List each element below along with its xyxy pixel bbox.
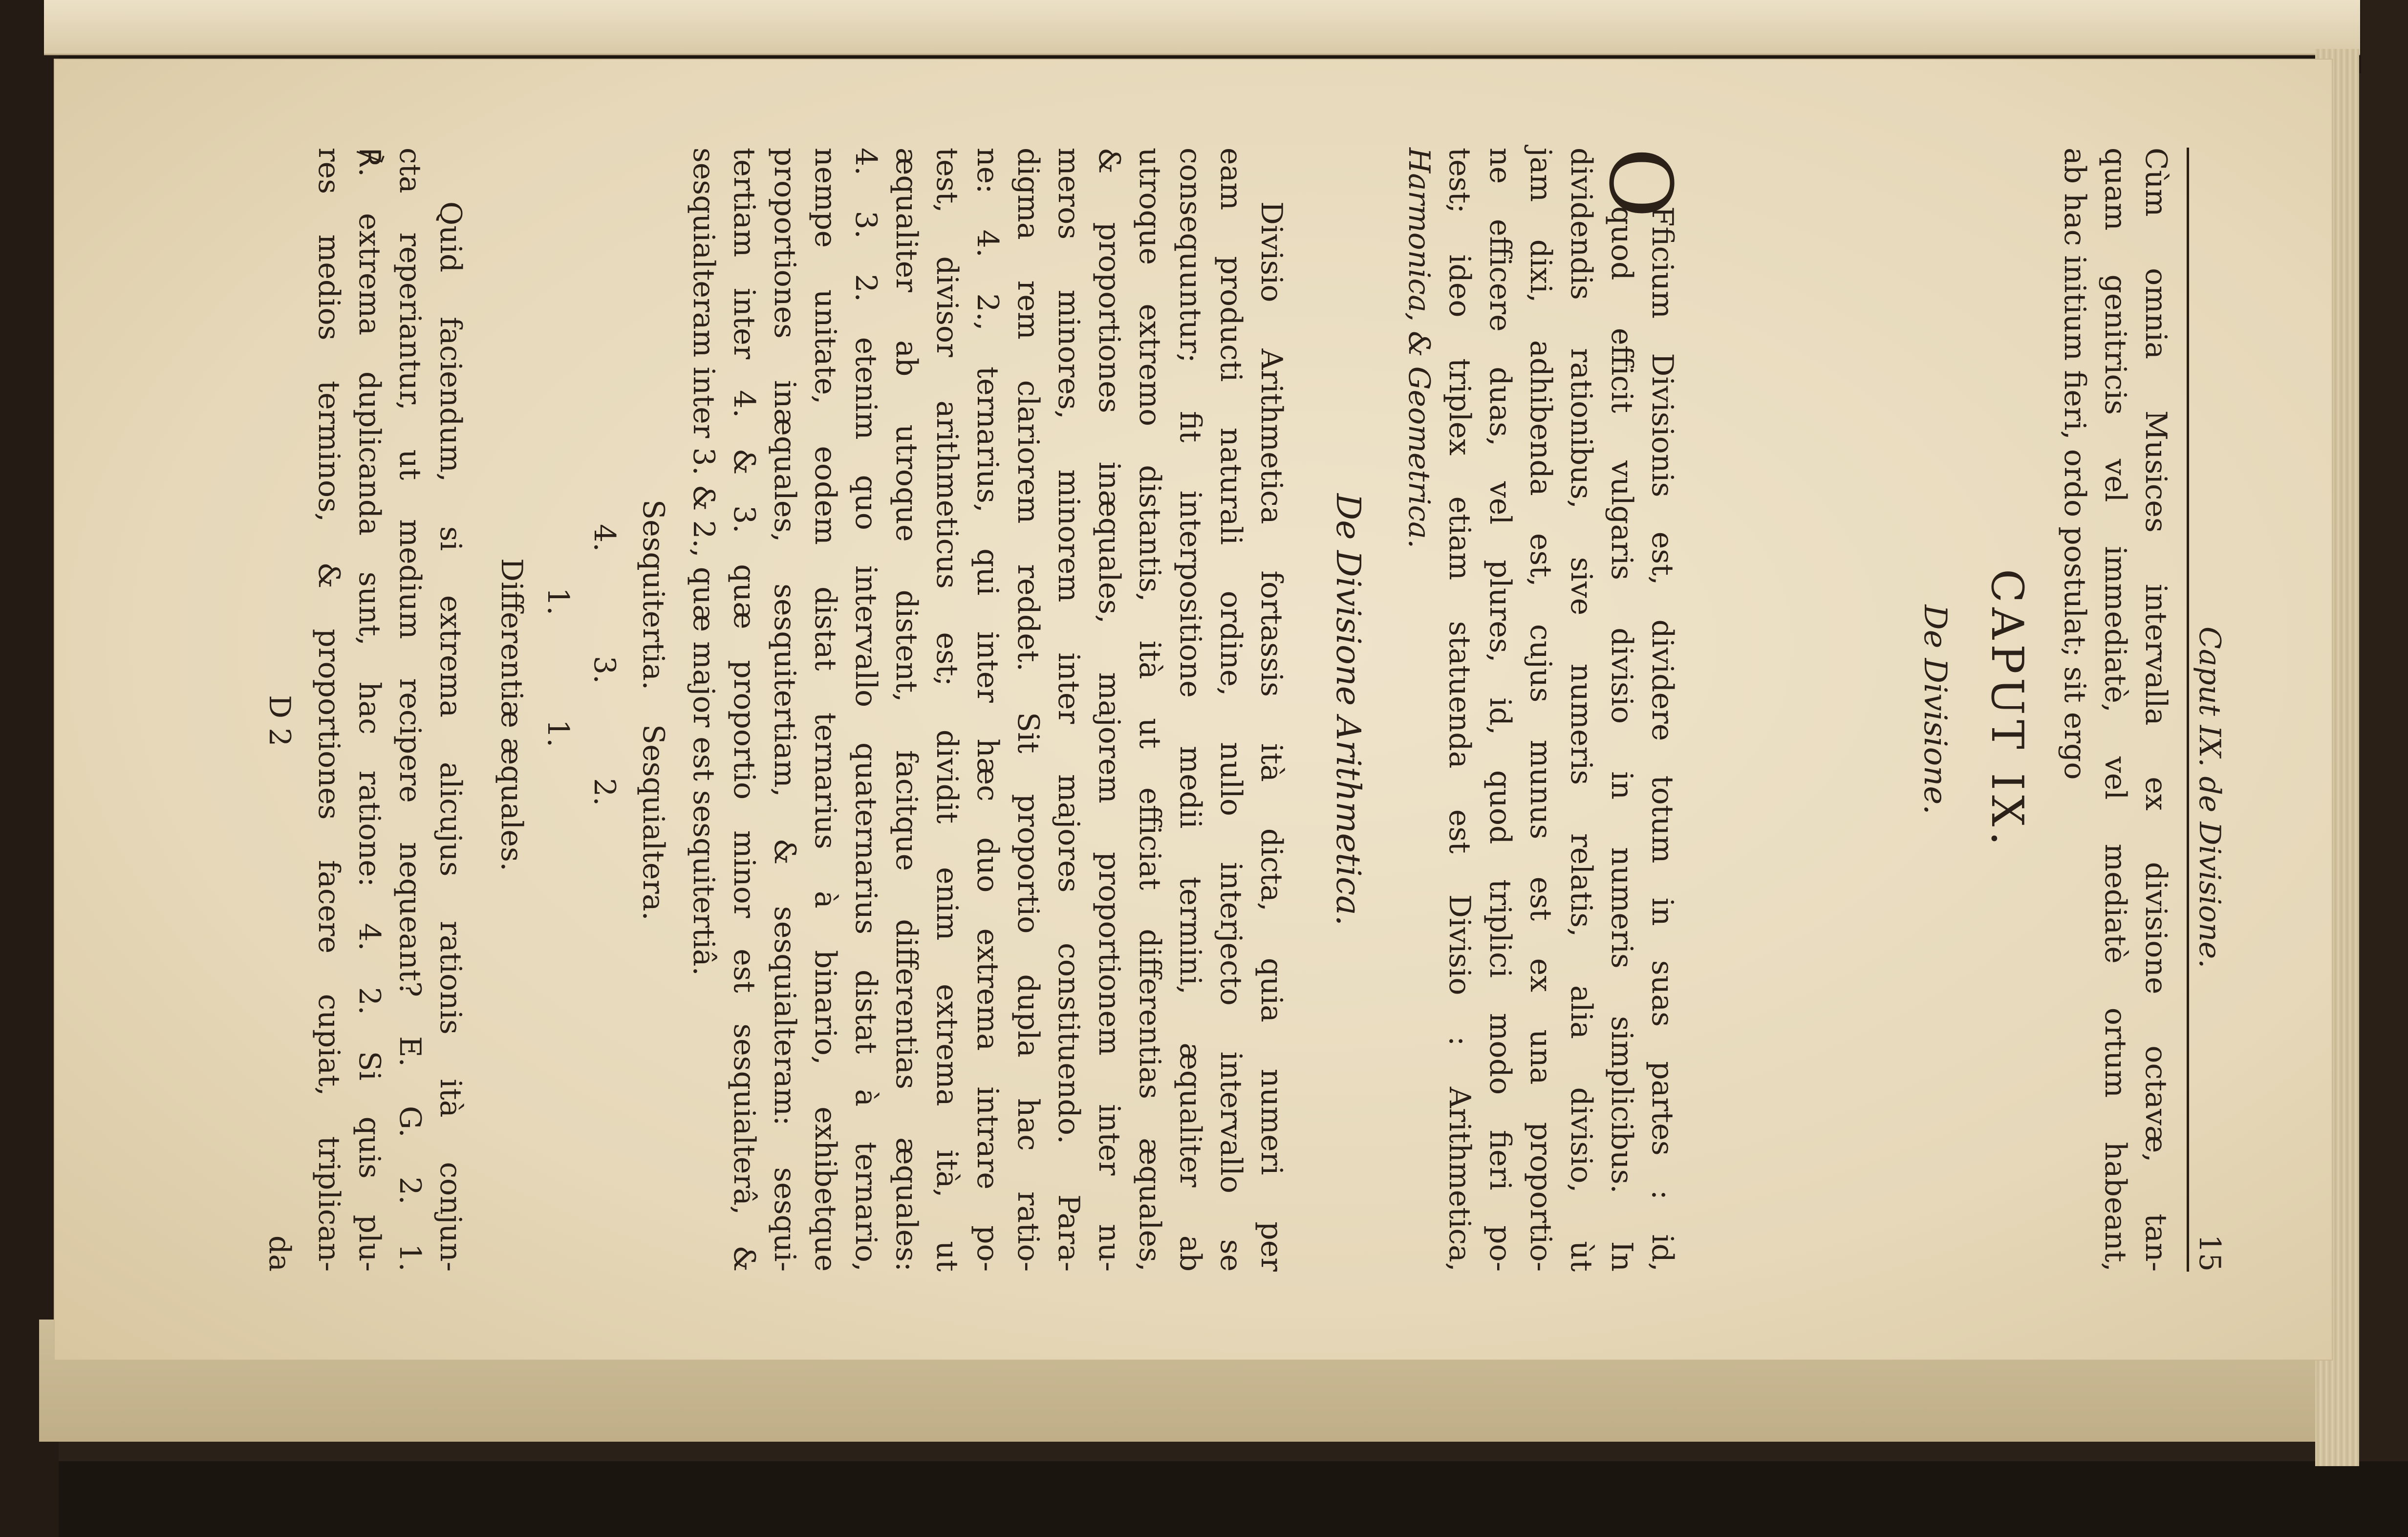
body-line: ne: 4. 2., ternarius, qui inter hæc duo extrema intrare po- xyxy=(970,148,1005,1272)
ratio-label: Sesquialtera. xyxy=(636,724,670,921)
body-line: æqualiter ab utroque distent, facitque differentias æquales: xyxy=(889,148,924,1272)
body-line: test; ideo triplex etiam statuenda est Divisio : Arithmetica, xyxy=(1442,148,1477,1272)
section-title: De Divisione Arithmetica. xyxy=(1329,493,1367,926)
body-line: utroque extremo distantis, ità ut efficiat differentias æquales, xyxy=(1133,148,1167,1272)
body-line: & proportiones inæquales, majorem proportionem inter nu- xyxy=(1092,148,1126,1272)
body-line: jam dixi, adhibenda est, cujus munus est ex una proportio- xyxy=(1524,148,1558,1272)
body-line: res medios terminos, & proportiones facere cupiat, triplican- xyxy=(312,148,346,1272)
body-line: test, divisor arithmeticus est; dividit enim extrema ità, ut xyxy=(930,148,964,1272)
rotated-text-block xyxy=(143,148,2244,1272)
signature-mark: D 2 xyxy=(262,695,297,747)
catchword: da xyxy=(262,1235,297,1272)
body-line: digma rem clariorem reddet. Sit proportio dupla hac ratio- xyxy=(1011,148,1045,1272)
drop-cap: O xyxy=(1590,148,1690,218)
body-line: nempe unitate, eodem distat ternarius à binario, exhibetque xyxy=(808,148,842,1272)
ratio-label: Sesquitertia. xyxy=(636,499,670,691)
body-line: Divisio Arithmetica fortassis ità dicta, quia numeri per xyxy=(1254,201,1289,1272)
body-line: proportiones inæquales, sesquitertiam, & sesquialteram: sesqui- xyxy=(768,148,802,1272)
body-line: consequuntur; fit interpositione medii termini, æqualiter ab xyxy=(1173,148,1207,1272)
dark-background-left xyxy=(0,0,59,1537)
difference-value: 1. xyxy=(541,719,575,748)
page-number: 15 xyxy=(2193,1234,2227,1272)
body-line: cta reperiantur, ut medium recipere nequeant? E. G. 2. 1. xyxy=(393,148,427,1272)
body-line: quod efficit vulgaris divisio in numeris simplicibus. In xyxy=(1605,206,1639,1272)
difference-value: 1. xyxy=(541,587,575,616)
chapter-subtitle: De Divisione. xyxy=(1917,605,1953,815)
intro-line: ab hac initium fieri, ordo postulat; sit ergo xyxy=(2058,148,2092,780)
body-line: sesquialteram inter 3. & 2., quæ major est sesquitertiâ. xyxy=(687,148,721,976)
body-line: dividendis rationibus, sive numeris relatis, alia divisio, ùt xyxy=(1564,148,1598,1272)
example-number: 3. xyxy=(587,656,622,684)
body-line: Harmonica, & Geometrica. xyxy=(1402,148,1436,549)
book-page xyxy=(54,59,2333,1361)
body-line: Fficium Divisionis est, dividere totum in suas partes : id, xyxy=(1645,206,1679,1272)
header-rule xyxy=(2187,148,2189,1272)
body-line: ne efficere duas, vel plures, id, quod triplici modo fieri po- xyxy=(1483,148,1517,1272)
body-line: eam producti naturali ordine, nullo interjecto intervallo se xyxy=(1214,148,1248,1272)
intro-line: Cùm omnia Musices intervalla ex divisione octavæ, tan- xyxy=(2139,148,2173,1272)
example-caption: Differentiæ æquales. xyxy=(494,558,529,871)
body-line: ℟. extrema duplicanda sunt, hac ratione: 4. 2. Si quis plu- xyxy=(352,148,387,1272)
intro-line: quam genitricis vel immediatè, vel mediatè ortum habeant, xyxy=(2098,148,2132,1272)
example-number: 4. xyxy=(587,524,622,552)
example-number: 2. xyxy=(587,778,622,806)
body-line: 4. 3. 2. etenim quo intervallo quaternarius distat à ternario, xyxy=(849,148,883,1272)
body-line: Quid faciendum, si extrema alicujus rationis ità conjun- xyxy=(433,201,468,1272)
facing-page-edge xyxy=(44,0,2360,55)
chapter-title: CAPUT IX. xyxy=(1981,569,2033,850)
dark-background-right xyxy=(2361,0,2408,1537)
running-title: Caput IX. de Divisione. xyxy=(2193,627,2227,969)
dark-background-bottom xyxy=(0,1461,2408,1537)
body-line: tertiam inter 4. & 3. quæ proportio minor est sesquialterâ, & xyxy=(727,148,761,1272)
body-line: meros minores, minorem inter majores constituendo. Para- xyxy=(1052,148,1086,1272)
